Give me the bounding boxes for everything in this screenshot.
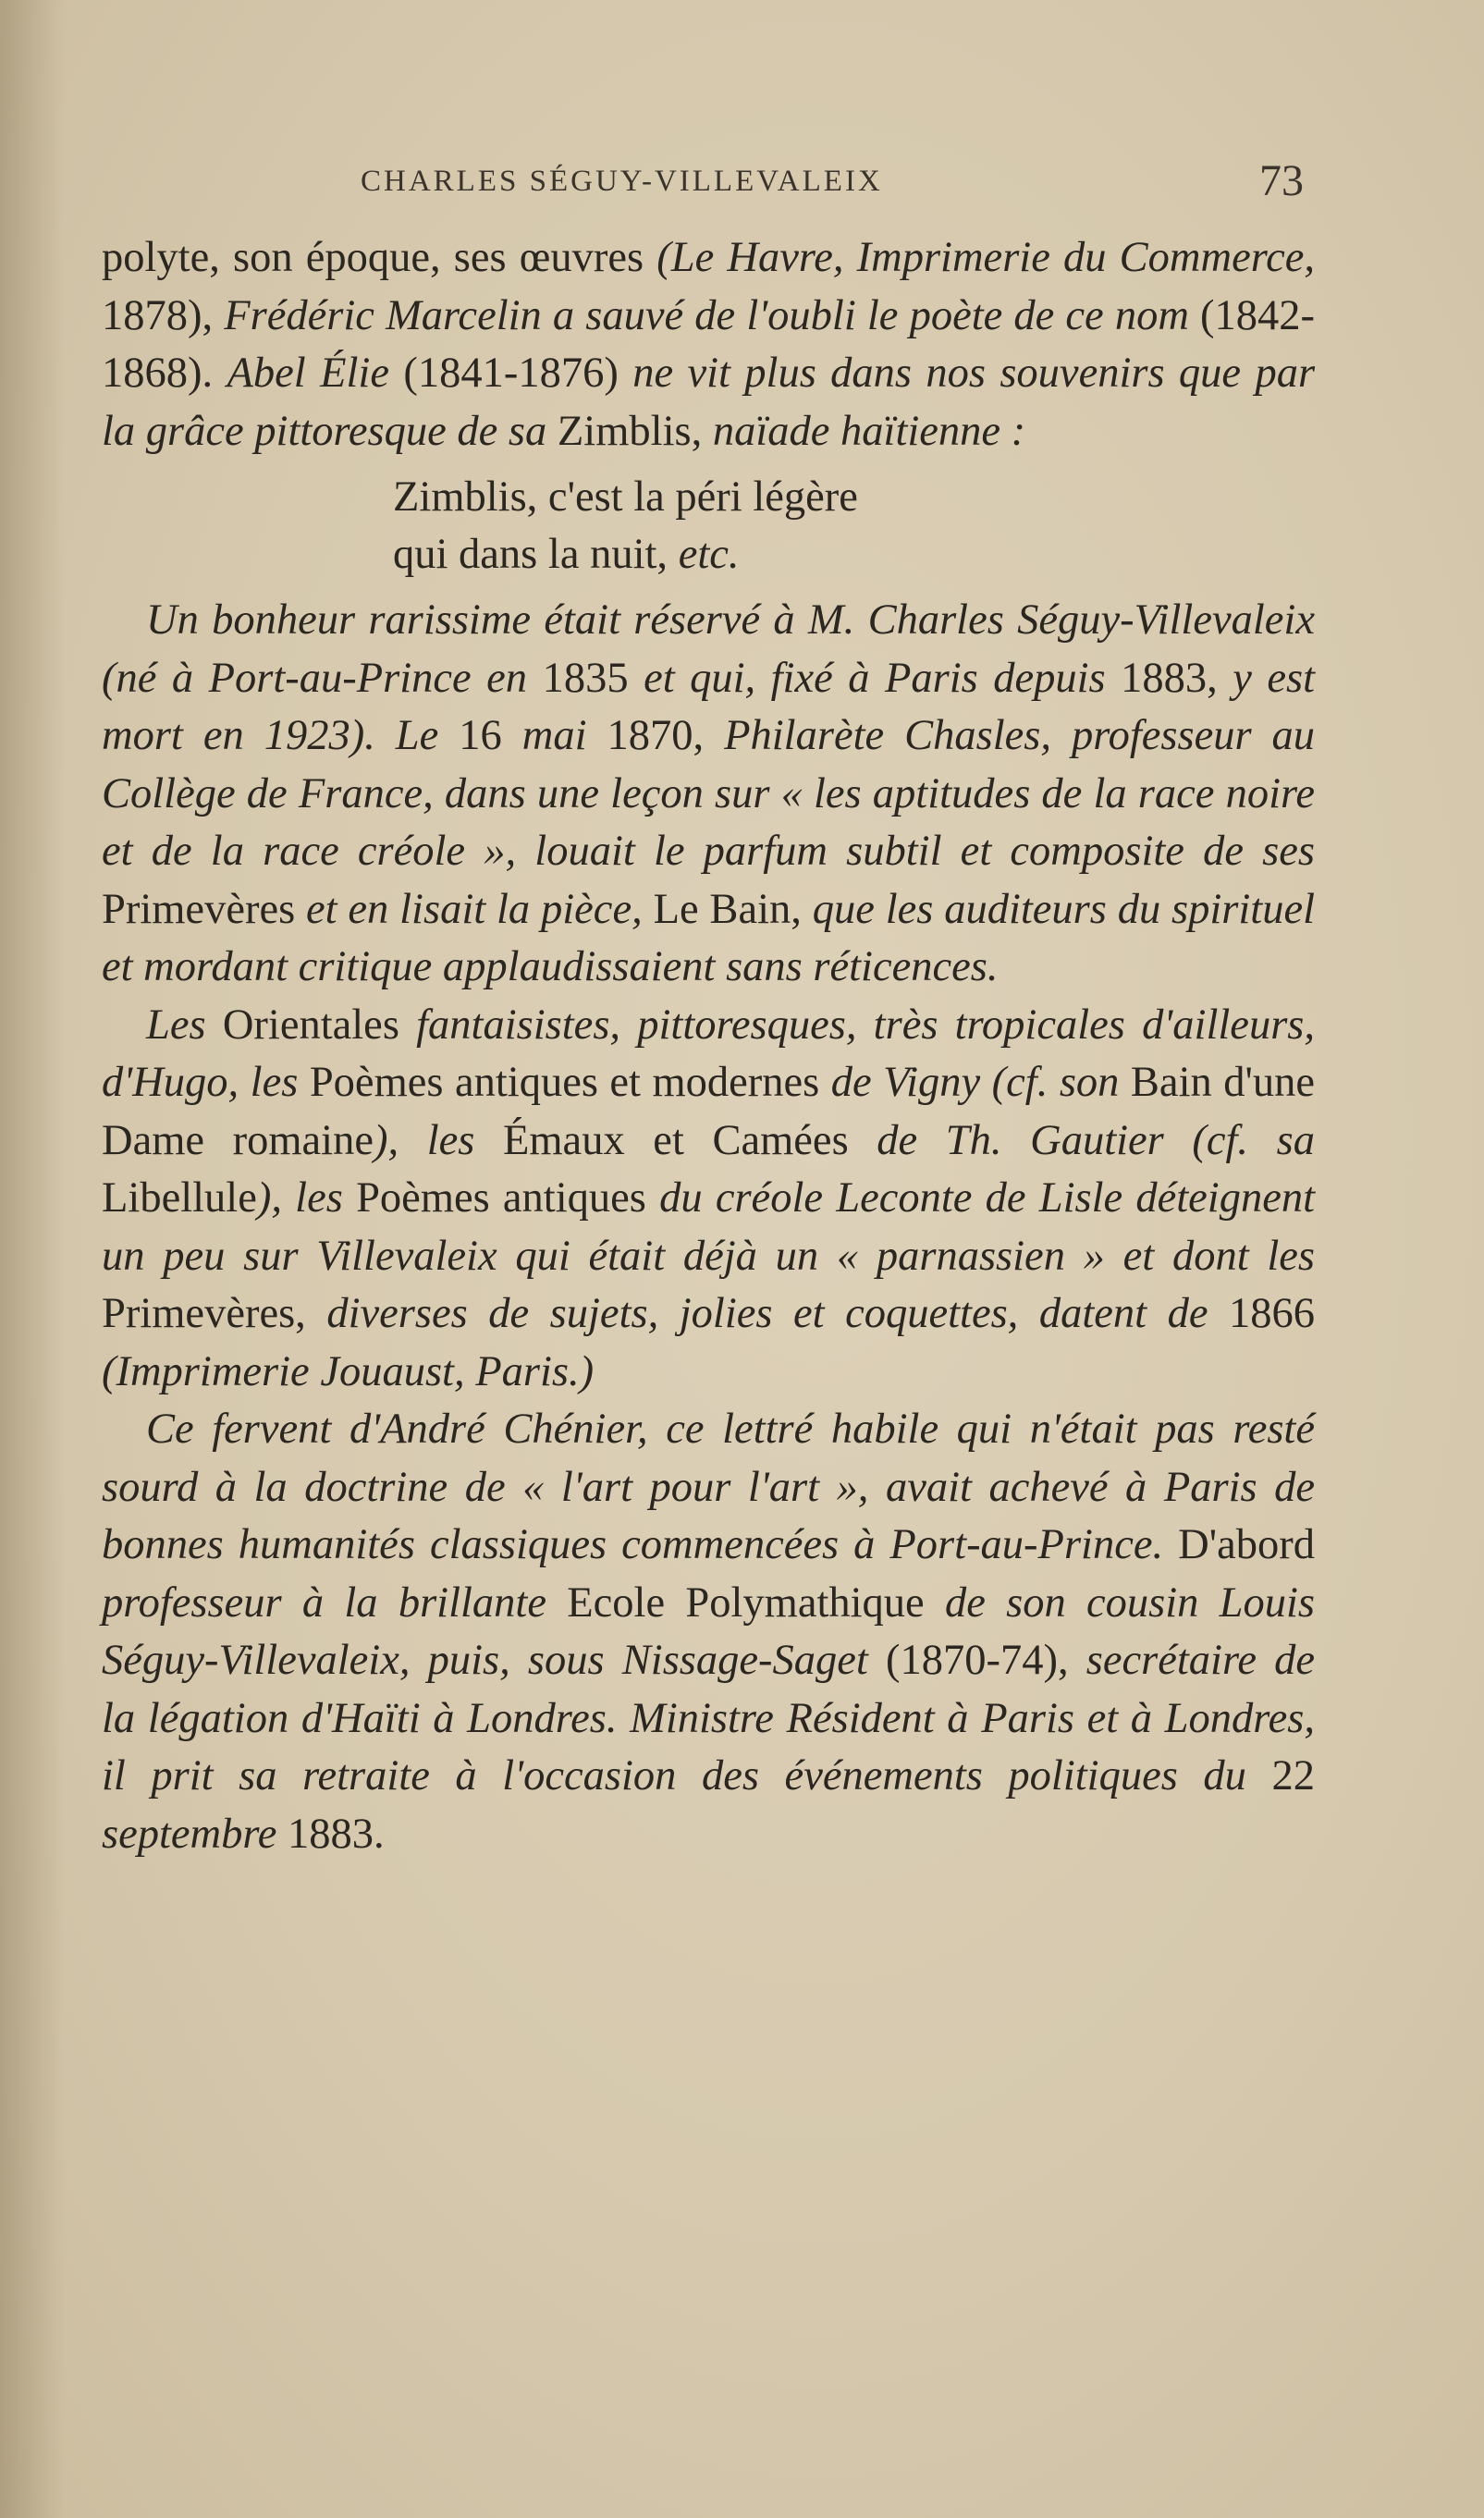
- text-span: etc.: [678, 531, 740, 578]
- text-span: 22: [1271, 1752, 1315, 1799]
- text-span: Poèmes antiques: [356, 1174, 646, 1222]
- text-span: ), les: [256, 1174, 343, 1222]
- text-span: mai: [521, 712, 587, 759]
- text-span: Philarète Chasles, professeur au Collège de France, dans une leçon sur « les aptitudes de la race noire et de la race créole », louait le parfum subtil et composite de ses: [102, 712, 1316, 875]
- text-span: de Th. Gautier (cf. sa: [877, 1116, 1316, 1164]
- text-span: 1878),: [102, 291, 214, 339]
- text-span: Un bonheur rarissime était réservé à M. Charles Séguy-Villevaleix (né à Port-au-Prince en: [102, 596, 1315, 702]
- paragraph-2: [102, 592, 1315, 997]
- text-span: de Vigny (cf. son: [830, 1059, 1120, 1106]
- verse-line-1: Zimblis, c'est la péri légère: [393, 473, 858, 521]
- text-span: que les auditeurs du spirituel et mordant critique applaudissaient sans réticences.: [102, 885, 1316, 990]
- text-span: du créole Leconte de Lisle déteignent un peu sur Villevaleix qui était déjà un « parnassien » et dont les: [102, 1174, 1316, 1280]
- text-span: (1870-74),: [886, 1637, 1069, 1684]
- text-span: naïade haïtienne :: [712, 407, 1026, 455]
- text-span: (Le Havre, Imprimerie du Commerce,: [656, 234, 1315, 281]
- text-span: de son cousin Louis Séguy-Villevaleix, puis, sous Nissage-Saget: [102, 1578, 1316, 1684]
- text-span: Orientales: [222, 1001, 399, 1049]
- text-span: qui dans la nuit,: [393, 531, 668, 578]
- text-span: et en lisait la pièce,: [306, 885, 643, 933]
- page-header: [102, 155, 1304, 220]
- text-span: (Imprimerie Jouaust, Paris.): [102, 1347, 595, 1395]
- text-span: fantaisistes, pittoresques, très tropicales d'ailleurs, d'Hugo, les: [102, 1001, 1316, 1106]
- text-span: Abel Élie: [227, 350, 389, 397]
- text-span: secrétaire de la légation d'Haïti à Londres. Ministre Résident à Paris et à Londres, il prit sa retraite à l'occasion des événements politiques du: [102, 1637, 1315, 1799]
- page-edge-shadow: [0, 0, 65, 2518]
- text-span: D'abord: [1178, 1521, 1315, 1568]
- text-span: Les: [146, 1001, 206, 1049]
- text-span: septembre: [102, 1810, 277, 1858]
- text-span: 16: [459, 712, 502, 759]
- text-span: polyte, son époque, ses œuvres: [102, 234, 644, 281]
- text-span: 1923). Le: [264, 712, 439, 759]
- text-span: Ce fervent d'André Chénier, ce lettré habile qui n'était pas resté sourd à la doctrine de « l'art pour l'art », avait achevé à Paris de bonnes humanités classiques commencées à Port-au-Prince.: [102, 1406, 1315, 1568]
- text-span: ne vit plus dans nos souvenirs que par la grâce pittoresque de sa: [102, 350, 1316, 455]
- text-span: ), les: [374, 1116, 475, 1164]
- verse-line-2: [393, 526, 1315, 583]
- text-span: 1866: [1229, 1290, 1316, 1337]
- page-body: [102, 229, 1315, 1863]
- text-span: Libellule: [102, 1174, 257, 1222]
- paragraph-1: [102, 229, 1315, 461]
- paragraph-3: [102, 997, 1315, 1402]
- text-span: 1883,: [1121, 654, 1218, 702]
- text-span: (1842-1868).: [102, 291, 1316, 397]
- text-span: Poèmes antiques et modernes: [309, 1059, 820, 1106]
- verse-quote: [393, 461, 1315, 592]
- text-span: Bain d'une Dame romaine: [102, 1059, 1316, 1164]
- page-number: 73: [1259, 156, 1304, 205]
- text-span: Zimblis,: [557, 407, 703, 455]
- text-span: (1841-1876): [403, 350, 619, 397]
- running-title: CHARLES SÉGUY-VILLEVALEIX: [361, 165, 883, 198]
- text-span: 1835: [542, 654, 629, 702]
- text-span: et qui, fixé à Paris depuis: [644, 654, 1106, 702]
- text-span: diverses de sujets, jolies et coquettes, datent de: [326, 1290, 1208, 1337]
- text-span: 1883.: [288, 1810, 385, 1858]
- text-span: Le Bain,: [653, 885, 802, 933]
- text-span: Émaux et Camées: [502, 1116, 849, 1164]
- paragraph-4: [102, 1401, 1315, 1863]
- text-span: Primevères: [102, 885, 296, 933]
- text-span: professeur à la brillante: [102, 1578, 546, 1627]
- text-span: 1870,: [607, 712, 705, 759]
- text-span: Ecole Polymathique: [567, 1578, 925, 1627]
- text-span: Frédéric Marcelin a sauvé de l'oubli le poète de ce nom: [224, 291, 1189, 339]
- text-span: y est mort en: [102, 654, 1316, 759]
- text-span: Primevères,: [102, 1290, 306, 1337]
